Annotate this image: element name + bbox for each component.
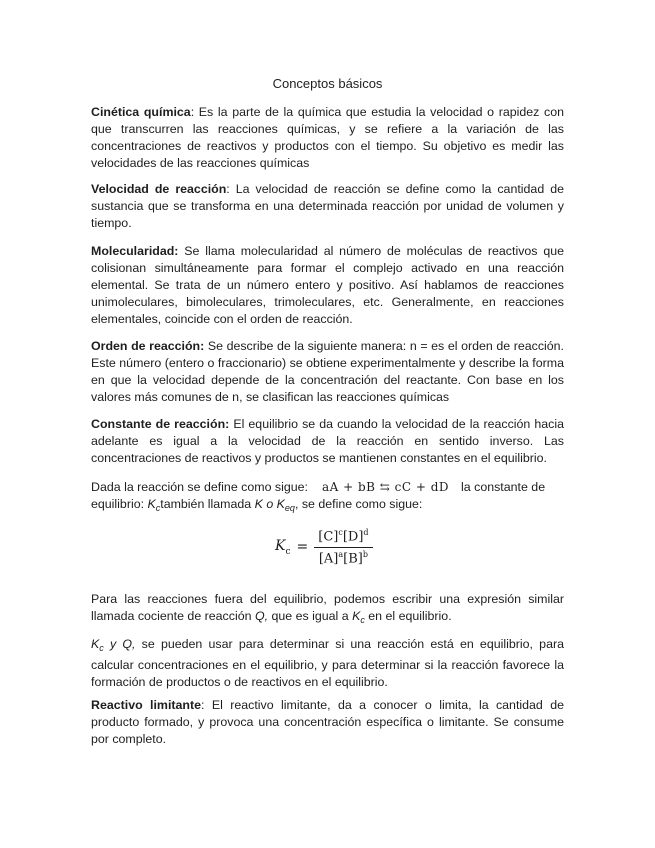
kc-symbol: K — [147, 497, 156, 512]
num-d-exp: d — [363, 528, 369, 538]
kc-symbol-3: K — [91, 637, 100, 651]
den-a: [A] — [318, 550, 339, 566]
formula-fraction — [314, 528, 372, 566]
paragraph-velocidad — [91, 181, 564, 232]
term-constante: Constante de reacción: — [91, 417, 230, 431]
kc-subscript-3: c — [99, 643, 104, 653]
den-b: [B] — [343, 550, 363, 566]
y-q-symbol: y Q, — [103, 637, 136, 651]
text-reaccion-c: también llamada — [160, 497, 255, 512]
term-molecularidad: Molecularidad: — [91, 244, 179, 258]
formula-k: K — [275, 537, 286, 554]
page-title: Conceptos básicos — [272, 76, 383, 91]
paragraph-molecularidad — [91, 243, 564, 328]
formula-equals: = — [296, 539, 309, 555]
equilibrium-constant-formula — [275, 525, 373, 569]
num-d: [D] — [342, 529, 364, 545]
text-cociente-c: en el equilibrio. — [364, 609, 452, 624]
term-cinetica: Cinética química — [91, 105, 191, 119]
paragraph-kc-q — [91, 636, 564, 691]
paragraph-cinetica — [91, 104, 564, 172]
num-c-exp: c — [338, 528, 343, 538]
den-b-exp: b — [362, 549, 368, 559]
formula-denominator — [315, 548, 372, 566]
paragraph-reactivo-limitante — [91, 697, 564, 748]
text-cociente-a: Para las reacciones fuera del equilibrio, podemos escribir una expresión similar llamada cociente de reacción — [91, 592, 564, 624]
formula-k-sub: c — [285, 546, 291, 557]
formula-numerator — [314, 528, 372, 547]
text-constante: El equilibrio se da cuando la velocidad de la reacción hacia adelante es igual a la velocidad de la reacción en sentido inverso. Las concentraciones de reactivos y productos se mantienen constantes en el equilibrio. — [91, 417, 564, 466]
text-orden: Se describe de la siguiente manera: n = es el orden de reacción. Este número (entero o fraccionario) se obtiene experimentalmente y describe la forma en que la velocidad depende de la concentración del reactante. Con base en los valores más comunes de n, se clasifican las reacciones químicas — [91, 339, 564, 405]
paragraph-reaccion — [91, 479, 564, 517]
q-symbol: Q, — [254, 609, 269, 624]
k-or-keq: K o K — [254, 497, 285, 512]
text-cinetica: : Es la parte de la química que estudia la velocidad o rapidez con que transcurren las reacciones químicas, y se refiere a la variación de las concentraciones de reactivos y productos con el tiempo. Su objetivo es medir las velocidades de las reacciones químicas — [91, 105, 564, 171]
text-molecularidad: Se llama molecularidad al número de moléculas de reactivos que colisionan simultáneamente para formar el complejo activado en una reacción elemental. Se trata de un número entero y positivo. Así hablamos de reacciones unimoleculares, bimoleculares, trimoleculares, etc. Generalmente, en reacciones elementales, coincide con el orden de reacción. — [91, 244, 564, 327]
num-c: [C] — [318, 529, 339, 545]
text-reaccion-a: Dada la reacción se define como sigue: — [91, 480, 308, 494]
text-cociente-b: que es igual a — [268, 609, 353, 624]
term-velocidad: Velocidad de reacción — [91, 182, 227, 196]
kc-subscript: c — [155, 503, 161, 514]
term-orden: Orden de reacción: — [91, 339, 205, 353]
text-reaccion-d: , se define como sigue: — [294, 497, 423, 512]
paragraph-cociente — [91, 591, 564, 629]
text-velocidad: : La velocidad de reacción se define como la cantidad de sustancia que se transforma en una determinada reacción por unidad de volumen y tiempo. — [91, 182, 564, 231]
text-reaccion-b: la constante de equilibrio: — [91, 480, 546, 512]
kc-subscript-2: c — [360, 615, 365, 626]
paragraph-constante — [91, 416, 564, 467]
formula-lhs — [275, 538, 291, 557]
term-reactivo-limitante: Reactivo limitante — [91, 698, 201, 712]
reaction-equation: aA + bB ⇆ cC + dD — [321, 480, 450, 494]
keq-subscript: eq — [284, 503, 295, 514]
paragraph-orden — [91, 338, 564, 406]
text-reactivo-limitante: : El reactivo limitante, da a conocer o limita, la cantidad de producto formado, y provoca una concentración específica o limitante. Se consume por completo. — [91, 698, 564, 747]
den-a-exp: a — [338, 549, 344, 559]
text-kc-q: se pueden usar para determinar si una reacción está en equilibrio, para calcular concentraciones en el equilibrio, y para determinar si la reacción favorece la formación de productos o de reactivos en el equilibrio. — [91, 637, 564, 690]
kc-symbol-2: K — [352, 609, 361, 624]
